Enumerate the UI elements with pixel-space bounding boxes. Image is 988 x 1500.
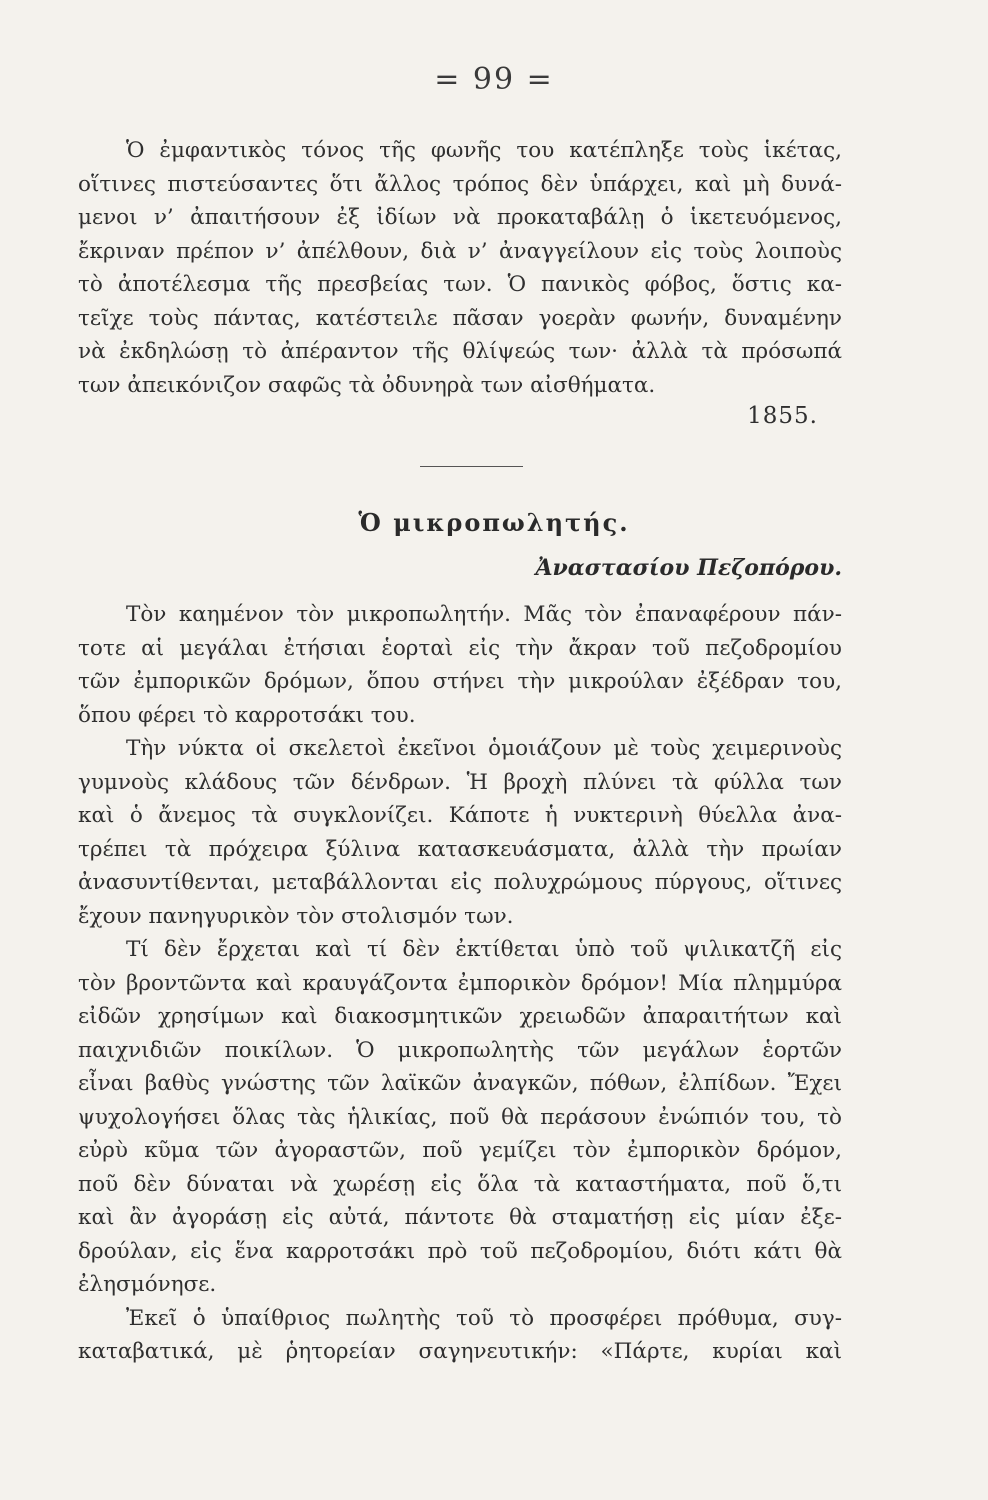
text-line: τὸν βροντῶντα καὶ κραυγάζοντα ἐμπορικὸν δρόμον! Μία πλημμύρα	[78, 970, 842, 996]
upper-paragraph	[78, 134, 842, 402]
section-divider	[420, 466, 523, 467]
text-line: γυμνοὺς κλάδους τῶν δένδρων. Ἡ βροχὴ πλύνει τὰ φύλλα των	[78, 769, 842, 795]
text-line: οἵτινες πιστεύσαντες ὅτι ἄλλος τρόπος δὲν ὑπάρχει, καὶ μὴ δυνά-	[78, 171, 842, 197]
text-line: τεῖχε τοὺς πάντας, κατέστειλε πᾶσαν γοερὰν φωνήν, δυναμένην	[78, 305, 842, 331]
text-line: μενοι ν’ ἀπαιτήσουν ἐξ ἰδίων νὰ προκαταβάλῃ ὁ ἱκετευόμενος,	[78, 205, 842, 230]
text-line: καταβατικά, μὲ ῥητορείαν σαγηνευτικήν: «Πάρτε, κυρίαι καὶ	[78, 1339, 842, 1364]
text-line: ὅπου φέρει τὸ καρροτσάκι του.	[78, 702, 416, 728]
text-line: εὐρὺ κῦμα τῶν ἀγοραστῶν, ποῦ γεμίζει τὸν ἐμπορικὸν δρόμον,	[78, 1138, 842, 1163]
text-line: εἰδῶν χρησίμων καὶ διακοσμητικῶν χρειωδῶν ἀπαραιτήτων καὶ	[78, 1004, 842, 1029]
text-line: τὸ ἀποτέλεσμα τῆς πρεσβείας των. Ὁ πανικὸς φόβος, ὅστις κα-	[78, 272, 842, 297]
section-title: Ὁ μικροπωλητής.	[358, 508, 630, 537]
text-line: Τί δὲν ἔρχεται καὶ τί δὲν ἐκτίθεται ὑπὸ τοῦ ψιλικατζῆ εἰς	[126, 937, 842, 962]
text-line: των ἀπεικόνιζον σαφῶς τὰ ὀδυνηρὰ των αἰσθήματα.	[78, 372, 656, 398]
text-line: ψυχολογήσει ὅλας τὰς ἡλικίας, ποῦ θὰ περάσουν ἐνώπιόν του, τὸ	[78, 1104, 842, 1130]
text-line: νὰ ἐκδηλώσῃ τὸ ἀπέραντον τῆς θλίψεώς των· ἀλλὰ τὰ πρόσωπά	[78, 339, 842, 364]
text-line: ποῦ δὲν δύναται νὰ χωρέσῃ εἰς ὅλα τὰ καταστήματα, ποῦ ὅ,τι	[78, 1171, 842, 1197]
text-line: Τὸν καημένον τὸν μικροπωλητήν. Μᾶς τὸν ἐπαναφέρουν πάν-	[126, 602, 842, 627]
text-line: ἔκριναν πρέπον ν’ ἀπέλθουν, διὰ ν’ ἀναγγείλουν εἰς τοὺς λοιποὺς	[78, 238, 842, 264]
text-line: τρέπει τὰ πρόχειρα ξύλινα κατασκευάσματα, ἀλλὰ τὴν πρωίαν	[78, 836, 842, 862]
text-line: εἶναι βαθὺς γνώστης τῶν λαϊκῶν ἀναγκῶν, πόθων, ἐλπίδων. Ἔχει	[78, 1071, 842, 1096]
text-line: δρούλαν, εἰς ἕνα καρροτσάκι πρὸ τοῦ πεζοδρομίου, διότι κάτι θὰ	[78, 1238, 842, 1264]
text-line: καὶ ἂν ἀγοράσῃ εἰς αὐτά, πάντοτε θὰ σταματήσῃ εἰς μίαν ἐξε-	[78, 1205, 842, 1230]
page-number: = 99 =	[434, 62, 554, 97]
text-line: Ὁ ἐμφαντικὸς τόνος τῆς φωνῆς του κατέπληξε τοὺς ἱκέτας,	[126, 138, 842, 163]
text-line: Ἐκεῖ ὁ ὑπαίθριος πωλητὴς τοῦ τὸ προσφέρει πρόθυμα, συγ-	[126, 1305, 842, 1331]
lower-text	[78, 598, 842, 1369]
text-line: ἔχουν πανηγυρικὸν τὸν στολισμόν των.	[78, 903, 514, 929]
year-note: 1855.	[747, 403, 818, 429]
text-line: Τὴν νύκτα οἱ σκελετοὶ ἐκεῖνοι ὁμοιάζουν μὲ τοὺς χειμερινοὺς	[126, 736, 842, 761]
text-line: τῶν ἐμπορικῶν δρόμων, ὅπου στήνει τὴν μικρούλαν ἐξέδραν του,	[78, 669, 842, 694]
section-author: Ἀναστασίου Πεζοπόρου.	[535, 555, 842, 581]
text-line: καὶ ὁ ἄνεμος τὰ συγκλονίζει. Κάποτε ἡ νυκτερινὴ θύελλα ἀνα-	[78, 803, 842, 828]
text-line: τοτε αἱ μεγάλαι ἐτήσιαι ἑορταὶ εἰς τὴν ἄκραν τοῦ πεζοδρομίου	[78, 635, 842, 661]
text-line: παιχνιδιῶν ποικίλων. Ὁ μικροπωλητὴς τῶν μεγάλων ἑορτῶν	[78, 1037, 842, 1063]
text-line: ἀνασυντίθενται, μεταβάλλονται εἰς πολυχρώμους πύργους, οἵτινες	[78, 870, 842, 895]
text-line: ἐλησμόνησε.	[78, 1272, 217, 1297]
